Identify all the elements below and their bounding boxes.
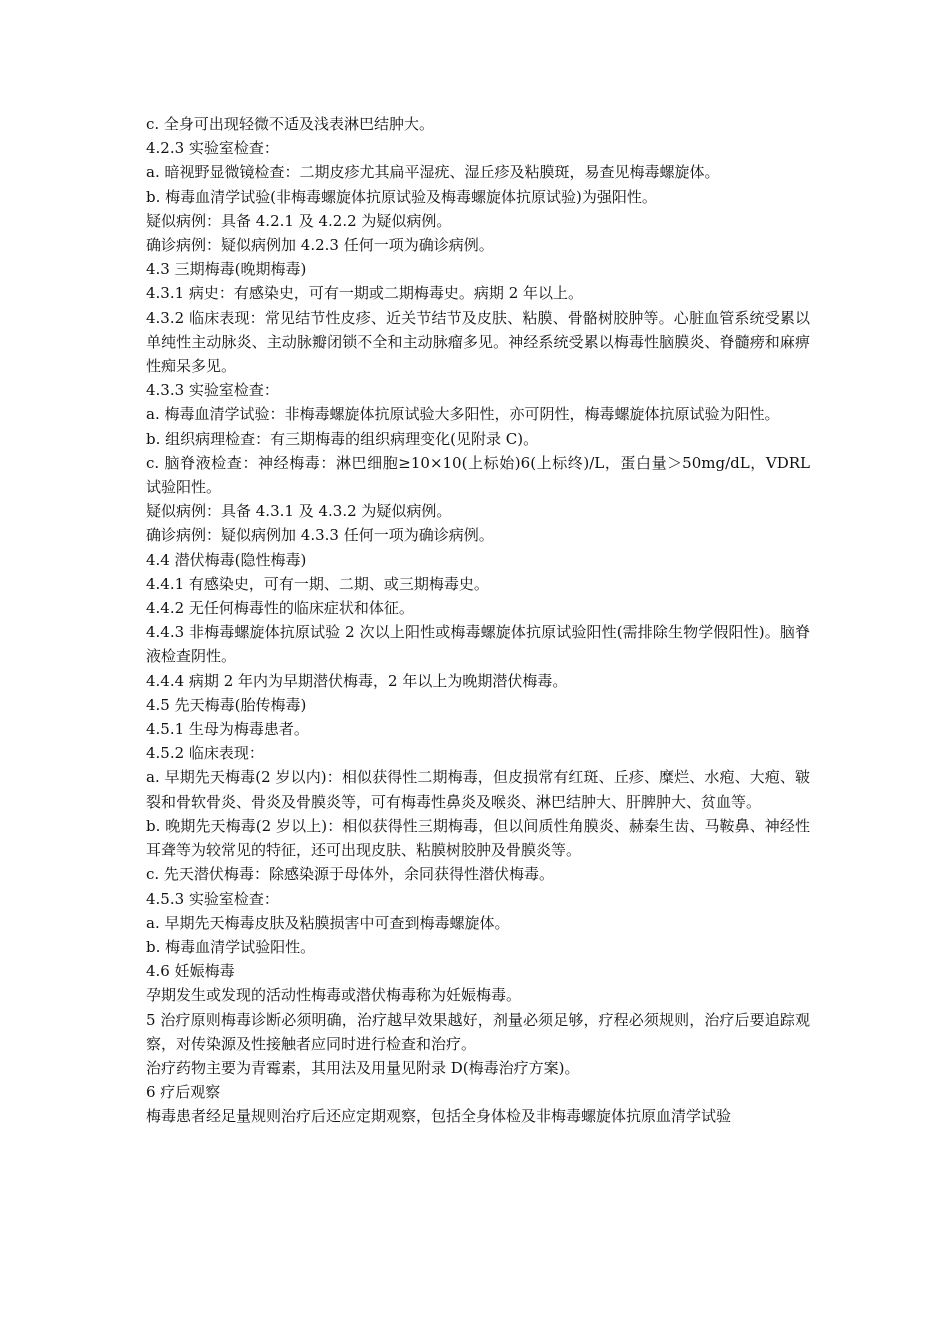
text-paragraph: c. 脑脊液检查：神经梅毒：淋巴细胞≥10×10(上标始)6(上标终)/L，蛋白量＞50mg/dL，VDRL 试验阳性。 xyxy=(146,453,810,497)
text-paragraph: 4.3.2 临床表现：常见结节性皮疹、近关节结节及皮肤、粘膜、骨骼树胶肿等。心脏血管系统受累以单纯性主动脉炎、主动脉瓣闭锁不全和主动脉瘤多见。神经系统受累以梅毒性脑膜炎、脊髓痨和麻痹性痴呆多见。 xyxy=(146,308,810,376)
text-line: c. 全身可出现轻微不适及浅表淋巴结肿大。 xyxy=(146,115,434,133)
text-line: 梅毒患者经足量规则治疗后还应定期观察，包括全身体检及非梅毒螺旋体抗原血清学试验 xyxy=(146,1107,732,1126)
text-line: b. 梅毒血清学试验阳性。 xyxy=(146,937,316,956)
document-body xyxy=(146,112,810,1129)
section-heading: 4.3.3 实验室检查： xyxy=(146,381,279,400)
text-line: 4.3.1 病史：有感染史，可有一期或二期梅毒史。病期 2 年以上。 xyxy=(146,284,584,303)
text-paragraph: a. 早期先天梅毒(2 岁以内)：相似获得性二期梅毒，但皮损常有红斑、丘疹、糜烂、水疱、大疱、皲裂和骨软骨炎、骨炎及骨膜炎等，可有梅毒性鼻炎及喉炎、淋巴结肿大、肝脾肿大、贫血等。 xyxy=(146,768,810,811)
text-paragraph: 5 治疗原则梅毒诊断必须明确，治疗越早效果越好，剂量必须足够，疗程必须规则，治疗后要追踪观察，对传染源及性接触者应同时进行检查和治疗。 xyxy=(146,1010,810,1053)
text-line: 4.4.4 病期 2 年内为早期潜伏梅毒，2 年以上为晚期潜伏梅毒。 xyxy=(146,671,568,690)
text-paragraph: a. 梅毒血清学试验：非梅毒螺旋体抗原试验大多阳性，亦可阴性，梅毒螺旋体抗原试验为阳性。 xyxy=(146,405,780,424)
section-heading: 4.4 潜伏梅毒(隐性梅毒) xyxy=(146,550,307,569)
text-line: 疑似病例：具备 4.3.1 及 4.3.2 为疑似病例。 xyxy=(146,502,452,521)
text-line: 孕期发生或发现的活动性梅毒或潜伏梅毒称为妊娠梅毒。 xyxy=(146,986,522,1005)
section-heading: 4.2.3 实验室检查： xyxy=(146,139,279,158)
text-line: 确诊病例：疑似病例加 4.3.3 任何一项为确诊病例。 xyxy=(146,526,494,545)
text-line: 确诊病例：疑似病例加 4.2.3 任何一项为确诊病例。 xyxy=(146,236,494,255)
text-line: 4.4.1 有感染史，可有一期、二期、或三期梅毒史。 xyxy=(146,574,489,593)
text-line: c. 先天潜伏梅毒：除感染源于母体外，余同获得性潜伏梅毒。 xyxy=(146,865,554,884)
text-line: 4.4.2 无任何梅毒性的临床症状和体征。 xyxy=(146,599,414,618)
text-line: b. 组织病理检查：有三期梅毒的组织病理变化(见附录 C)。 xyxy=(146,429,539,448)
text-paragraph: 4.4.3 非梅毒螺旋体抗原试验 2 次以上阳性或梅毒螺旋体抗原试验阳性(需排除生物学假阳性)。脑脊液检查阴性。 xyxy=(146,623,810,666)
section-heading: 4.6 妊娠梅毒 xyxy=(146,962,235,981)
text-paragraph: b. 晚期先天梅毒(2 岁以上)：相似获得性三期梅毒，但以间质性角膜炎、赫秦生齿、马鞍鼻、神经性耳聋等为较常见的特征，还可出现皮肤、粘膜树胶肿及骨膜炎等。 xyxy=(146,816,810,860)
text-line: 疑似病例：具备 4.2.1 及 4.2.2 为疑似病例。 xyxy=(146,211,452,230)
section-heading: 4.5.2 临床表现： xyxy=(146,744,264,763)
text-line: b. 梅毒血清学试验(非梅毒螺旋体抗原试验及梅毒螺旋体抗原试验)为强阳性。 xyxy=(146,187,657,206)
text-line: 4.5.1 生母为梅毒患者。 xyxy=(146,720,309,739)
section-heading: 6 疗后观察 xyxy=(146,1083,221,1102)
section-heading: 4.5 先天梅毒(胎传梅毒) xyxy=(146,695,307,714)
text-line: a. 暗视野显微镜检查：二期皮疹尤其扁平湿疣、湿丘疹及粘膜斑，易查见梅毒螺旋体。 xyxy=(146,163,720,182)
section-heading: 4.3 三期梅毒(晚期梅毒) xyxy=(146,260,307,279)
text-line: a. 早期先天梅毒皮肤及粘膜损害中可查到梅毒螺旋体。 xyxy=(146,913,510,932)
text-line: 治疗药物主要为青霉素，其用法及用量见附录 D(梅毒治疗方案)。 xyxy=(146,1058,580,1077)
section-heading: 4.5.3 实验室检查： xyxy=(146,889,279,908)
